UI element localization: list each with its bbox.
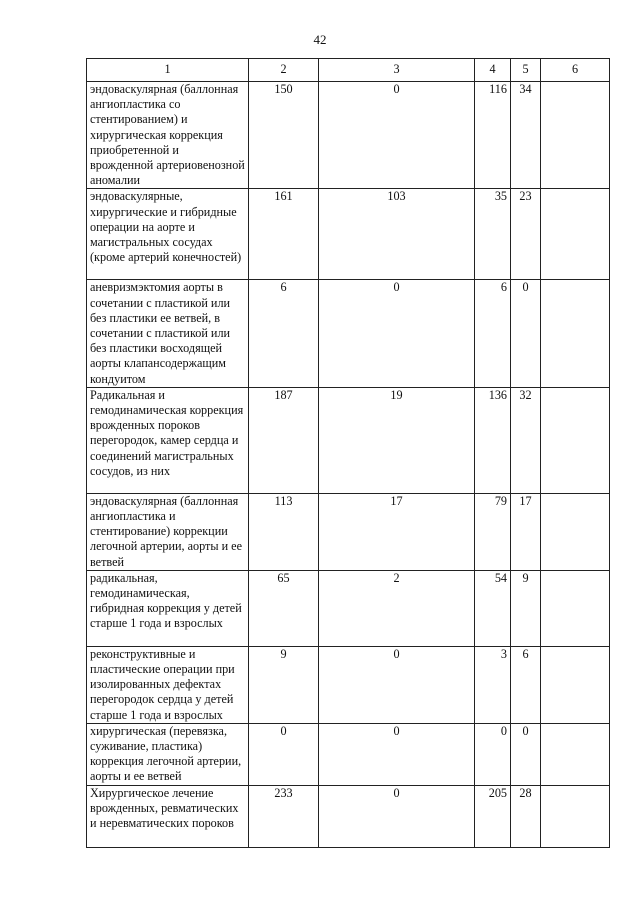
- row-label-cell: Хирургическое лечение врожденных, ревматических и неревматических пороков: [87, 785, 249, 847]
- row-label-cell: эндоваскулярные, хирургические и гибридные операции на аорте и магистральных сосудах (кроме артерий конечностей): [87, 189, 249, 280]
- value-cell: [541, 387, 610, 493]
- value-cell: 6: [511, 646, 541, 723]
- value-cell: 233: [249, 785, 319, 847]
- value-cell: 205: [475, 785, 511, 847]
- value-cell: 113: [249, 493, 319, 570]
- table-header: [87, 59, 610, 82]
- value-cell: 136: [475, 387, 511, 493]
- value-cell: 32: [511, 387, 541, 493]
- value-cell: 2: [319, 570, 475, 646]
- value-cell: 0: [511, 723, 541, 785]
- value-cell: 65: [249, 570, 319, 646]
- value-cell: 161: [249, 189, 319, 280]
- table-row: [87, 785, 610, 847]
- value-cell: [541, 280, 610, 387]
- row-label-cell: эндоваскулярная (баллонная ангиопластика со стентированием) и хирургическая коррекция приобретенной и врожденной артериовенозной аномалии: [87, 82, 249, 189]
- row-label-cell: реконструктивные и пластические операции при изолированных дефектах перегородок сердца у детей старше 1 года и взрослых: [87, 646, 249, 723]
- value-cell: 23: [511, 189, 541, 280]
- data-table: [86, 58, 610, 848]
- row-label-cell: хирургическая (перевязка, суживание, пластика) коррекция легочной артерии, аорты и ее ветвей: [87, 723, 249, 785]
- value-cell: 0: [319, 646, 475, 723]
- value-cell: [541, 493, 610, 570]
- column-header: 5: [511, 59, 541, 82]
- value-cell: 0: [319, 280, 475, 387]
- value-cell: 0: [319, 785, 475, 847]
- value-cell: [541, 570, 610, 646]
- value-cell: 0: [319, 82, 475, 189]
- value-cell: 0: [319, 723, 475, 785]
- table-row: [87, 82, 610, 189]
- value-cell: 116: [475, 82, 511, 189]
- column-header: 6: [541, 59, 610, 82]
- column-header: 1: [87, 59, 249, 82]
- table-row: [87, 570, 610, 646]
- column-header: 4: [475, 59, 511, 82]
- value-cell: 17: [319, 493, 475, 570]
- row-label-cell: аневризмэктомия аорты в сочетании с пластикой или без пластики ее ветвей, в сочетании с пластикой или без пластики восходящей аорты клапансодержащим кондуитом: [87, 280, 249, 387]
- value-cell: [541, 723, 610, 785]
- column-header: 3: [319, 59, 475, 82]
- table-row: [87, 723, 610, 785]
- value-cell: 0: [249, 723, 319, 785]
- table-row: [87, 387, 610, 493]
- table-row: [87, 646, 610, 723]
- value-cell: 79: [475, 493, 511, 570]
- value-cell: 0: [511, 280, 541, 387]
- row-label-cell: радикальная, гемодинамическая, гибридная коррекция у детей старше 1 года и взрослых: [87, 570, 249, 646]
- value-cell: [541, 646, 610, 723]
- table-row: [87, 280, 610, 387]
- value-cell: 150: [249, 82, 319, 189]
- page-number: 42: [313, 32, 327, 47]
- value-cell: 9: [511, 570, 541, 646]
- row-label-cell: эндоваскулярная (баллонная ангиопластика и стентирование) коррекции легочной артерии, аорты и ее ветвей: [87, 493, 249, 570]
- value-cell: 103: [319, 189, 475, 280]
- table-body: [87, 82, 610, 848]
- value-cell: 6: [475, 280, 511, 387]
- value-cell: 19: [319, 387, 475, 493]
- value-cell: 0: [475, 723, 511, 785]
- header-row: [87, 59, 610, 82]
- value-cell: 35: [475, 189, 511, 280]
- row-label-cell: Радикальная и гемодинамическая коррекция врожденных пороков перегородок, камер сердца и соединений магистральных сосудов, из них: [87, 387, 249, 493]
- value-cell: [541, 82, 610, 189]
- value-cell: [541, 785, 610, 847]
- table-row: [87, 189, 610, 280]
- value-cell: 17: [511, 493, 541, 570]
- value-cell: 28: [511, 785, 541, 847]
- value-cell: 3: [475, 646, 511, 723]
- table-row: [87, 493, 610, 570]
- value-cell: 187: [249, 387, 319, 493]
- value-cell: 9: [249, 646, 319, 723]
- value-cell: [541, 189, 610, 280]
- value-cell: 34: [511, 82, 541, 189]
- value-cell: 6: [249, 280, 319, 387]
- value-cell: 54: [475, 570, 511, 646]
- column-header: 2: [249, 59, 319, 82]
